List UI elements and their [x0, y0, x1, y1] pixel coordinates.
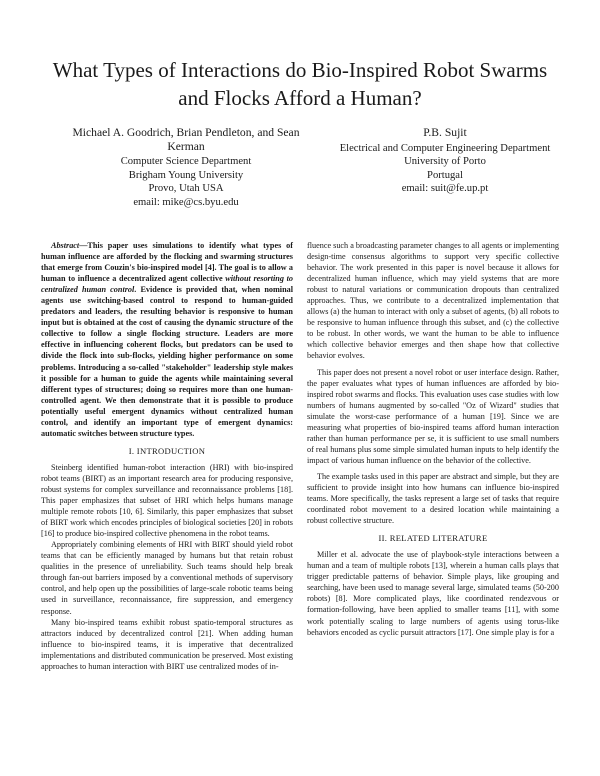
- author-department: Electrical and Computer Engineering Department: [339, 142, 551, 154]
- paragraph: This paper does not present a novel robot or user interface design. Rather, the paper evaluates what types of human influences are afforded by bio-inspired robot swarms and flocks. This evaluation uses case studies with low numbers of humans augmented by so-called "Oz of Wizard" studies that simulate the worst-case performance of a human [19]. Since we are measuring what properties of bio-inspired teams afford human interaction rather than human performance per se, it is sufficient to use small numbers of real humans plus some simple simulated human inputs to help identify the impact of various human influence on the behavior of the collective.: [307, 367, 559, 465]
- author-block-left: [62, 126, 310, 210]
- paragraph: Steinberg identified human-robot interaction (HRI) with bio-inspired robot teams (BIRT) as an important research area for producing responsive, robust systems for complex surveillance and reconnaissance problems [18]. This paper emphasizes that subset of HRI which helps humans manage multiple remote robots [10, 6]. Similarly, this paper emphasizes that subset of BIRT work which encodes principles of biological societies [20] in robots [16] to produce bio-inspired collective phenomena in the robot teams.: [41, 462, 293, 539]
- abstract: [41, 240, 293, 439]
- abstract-text: —This paper uses simulations to identify what types of human influence are afforded by the flocking and swarming structures that emerge from Couzin's bio-inspired model [4]. The goal is to allow a human to influence a decentralized agent collective: [41, 241, 293, 284]
- section-heading-introduction: [41, 446, 293, 457]
- section-heading-rest: ITERATURE: [438, 533, 488, 544]
- author-department: Computer Science Department: [120, 156, 252, 168]
- right-column: [307, 240, 559, 638]
- author-university: Brigham Young University: [128, 169, 244, 181]
- author-block-right: [326, 126, 564, 196]
- paragraph: Miller et al. advocate the use of playbook-style interactions between a human and a team of multiple robots [13], wherein a human calls plays that trigger predictable patterns of behavior. Simple plays, like grouping and searching, have been used to manage several large, simulated teams (50-200 robots) [8]. More complicated plays, like coordinated rendezvous or formation-following, have been applied to smaller teams [11], with some work potentially scaling to large numbers of agents using torus-like behaviors encoded as cyclic pursuit attractors [17]. One simple play is for a: [307, 550, 559, 637]
- section-heading-initial: L: [432, 533, 439, 544]
- author-city: Portugal: [427, 169, 463, 181]
- abstract-text: . Evidence is provided that, when nominal agents use switching-based control to respond to human-guided predators and leaders, the resulting behavior is responsive to human input but is obtained at the cost of causing the dynamic structure of the collective to follow a single flocking structure. Leaders are more effective in influencing coherent flocks, but predators can be used to divide the flock into sub-flocks, yielding higher performance on some problems. Introducing a so-called "stakeholder" leadership style makes it possible for a human to guide the agents while maintaining several different types of structures; doing so requires more than one human-controlled agent. We then demonstrate that it is possible to produce potentially useful emergent dynamics without centralized human control, and identify an important type of emergent dynamics: automatic switches between structure types.: [41, 285, 293, 438]
- author-email: email: suit@fe.up.pt: [401, 183, 489, 195]
- abstract-emphasis: without resorting to centralized human control: [41, 274, 293, 295]
- section-heading-rest: NTRODUCTION: [139, 445, 206, 456]
- paper-title: What Types of Interactions do Bio-Inspired Robot Swarms and Flocks Afford a Human?: [52, 58, 548, 110]
- author-names: P.B. Sujit: [423, 126, 467, 139]
- author-university: University of Porto: [404, 156, 486, 168]
- section-numeral: I.: [128, 445, 135, 456]
- section-numeral: II.: [378, 533, 388, 544]
- paragraph: fluence such a broadcasting parameter changes to all agents or implementing design-time consensus algorithms to support very specific collective behavior. The work presented in this paper is novel because it allows for decentralized human influence, which may yield systems that are more robust to natural variations or communication dropouts than centralized approaches. Thus, we contribute to a decentralized implementation that allows (a) the human to interact with only a subset of agents, (b) all robots to be responsive to human influence through this subset, and (c) the collective to be robust. In other words, we want the human to be able to influence which collective behavior emerges and then shape how that collective behavior evolves.: [307, 241, 559, 361]
- section-heading-initial: I: [136, 445, 140, 456]
- paragraph: The example tasks used in this paper are abstract and simple, but they are sufficient to provide insight into how humans can influence bio-inspired teams. More specifically, the tasks represent a large set of tasks that require coordinated robot movement to a desired location while maintaining a robust collective structure.: [307, 471, 559, 526]
- author-names: Michael A. Goodrich, Brian Pendleton, and Sean Kerman: [72, 126, 300, 153]
- section-heading-initial: R: [389, 533, 396, 544]
- paragraph: Many bio-inspired teams exhibit robust spatio-temporal structures as attractors induced by decentralized control [21]. When adding human influence to bio-inspired teams, it is imperative that decentralized implementations and distributed communication be preserved. Most existing approaches to human interaction with BIRT use centralized modes of in-: [41, 617, 293, 671]
- section-heading-related-literature: [307, 533, 559, 544]
- abstract-label: Abstract: [51, 241, 80, 250]
- paragraph: Appropriately combining elements of HRI with BIRT should yield robot teams that can be efficiently managed by humans but that retain robust qualities in the presence of unreliability. Such teams should help break through fan-out barriers imposed by a conventional methods of supervisory control, and help open up the possibilities of large-scale robotic teams being used in surveillance, reconnaissance, fire suppression, and emergency response.: [41, 540, 293, 616]
- author-city: Provo, Utah USA: [148, 183, 224, 195]
- left-column: [41, 240, 293, 672]
- section-heading-rest: ELATED: [395, 533, 431, 544]
- author-email: email: mike@cs.byu.edu: [133, 196, 239, 208]
